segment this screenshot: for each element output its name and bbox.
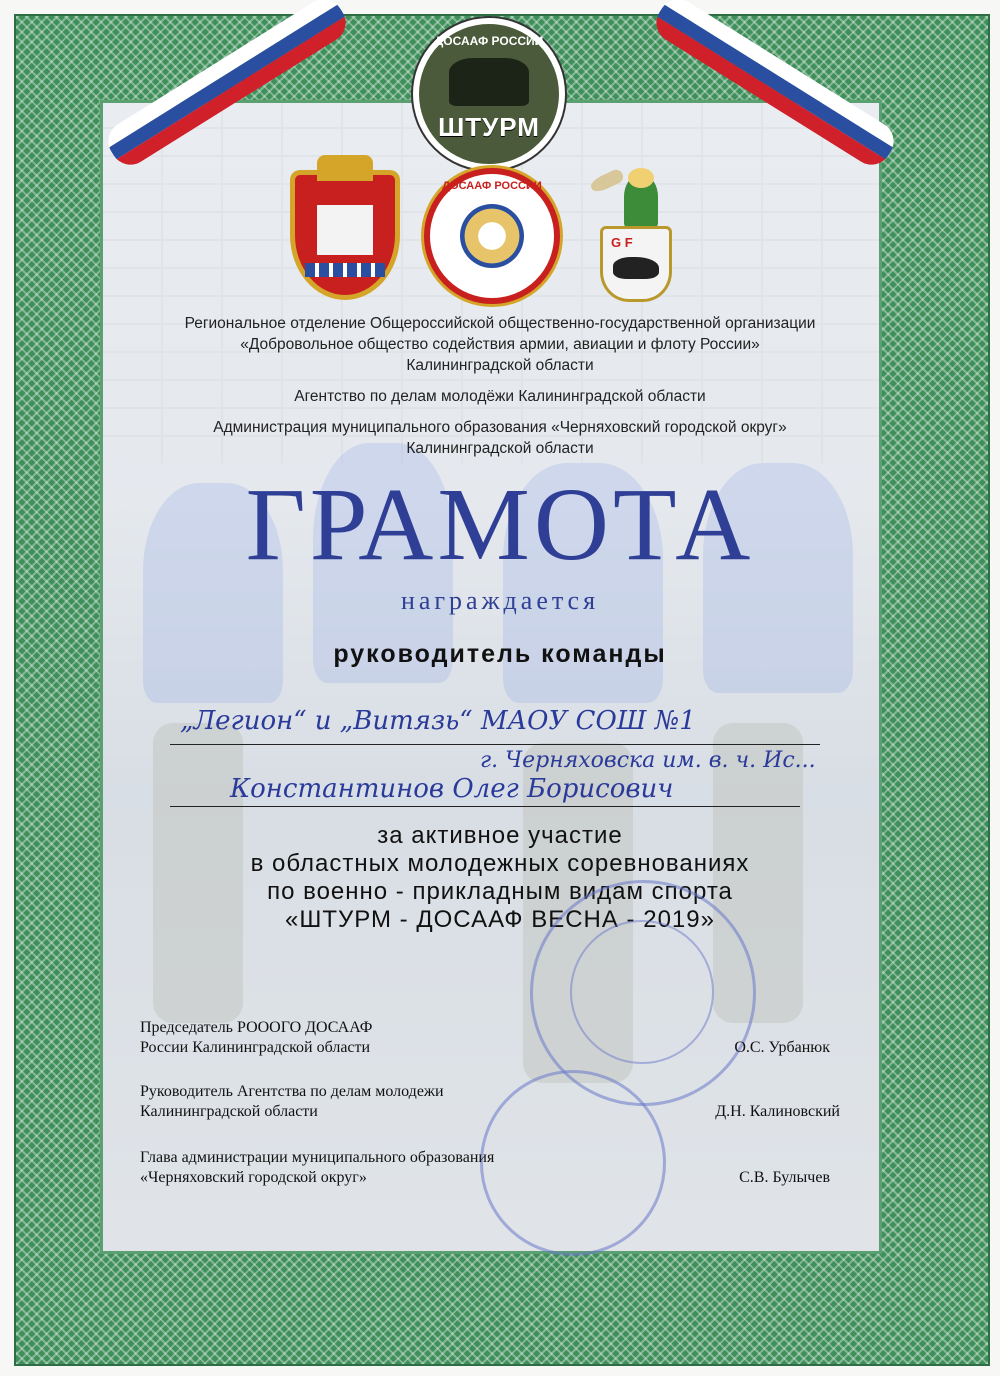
signer-name: О.С. Урбанюк xyxy=(734,1039,830,1056)
org-line: Администрация муниципального образования «Черняховский городской округ» xyxy=(213,419,787,436)
signature-row xyxy=(140,1148,840,1188)
castle-tower-icon xyxy=(317,205,373,255)
hunter-with-horn-icon xyxy=(590,168,670,228)
award-reason xyxy=(100,822,900,934)
crown-icon xyxy=(317,155,373,181)
handwritten-name: Константинов Олег Борисович xyxy=(230,774,674,804)
emblem-word: ШТУРМ xyxy=(438,112,540,142)
handwritten-team: „Легион“ и „Витязь“ МАОУ СОШ №1 xyxy=(180,706,696,736)
organizations-block xyxy=(100,313,900,469)
soldiers-silhouette xyxy=(449,58,529,106)
signer-role: России Калининградской области xyxy=(140,1039,371,1056)
anchor-wings-icon xyxy=(460,204,524,268)
waves-icon xyxy=(305,263,385,277)
emblem-ring-text: ДОСААФ РОССИИ xyxy=(434,34,544,48)
signature-row xyxy=(140,1018,840,1058)
signer-role: Калининградской области xyxy=(140,1103,318,1120)
signer-role: Председатель РОООГО ДОСААФ xyxy=(140,1019,373,1036)
kaliningrad-coat-of-arms xyxy=(290,170,400,300)
awarded-label: награждается xyxy=(400,586,600,615)
horn-icon xyxy=(589,167,626,194)
org-line: «Добровольное общество содействия армии, авиации и флоту России» xyxy=(240,336,760,353)
org-line: Агентство по делам молодёжи Калининградской области xyxy=(294,388,706,405)
signer-name: Д.Н. Калиновский xyxy=(715,1103,840,1120)
signer-role: Руководитель Агентства по делам молодежи xyxy=(140,1083,444,1100)
recipient-role: руководитель команды xyxy=(333,640,667,668)
reason-line: за активное участие xyxy=(377,822,623,849)
org-line: Калининградской области xyxy=(406,357,594,374)
fill-line xyxy=(170,744,820,745)
bear-icon xyxy=(613,257,659,279)
coat-letters: G F xyxy=(611,235,633,250)
reason-line: по военно - прикладным видам спорта xyxy=(267,878,733,905)
hunter-face xyxy=(628,168,654,188)
org-line: Калининградской области xyxy=(406,440,594,457)
dosaaf-badge-text: ДОСААФ РОССИИ xyxy=(442,180,542,192)
org-line: Региональное отделение Общероссийской общественно-государственной организации xyxy=(184,315,816,332)
fill-line xyxy=(170,806,800,807)
signer-role: «Черняховский городской округ» xyxy=(140,1169,367,1186)
certificate-title: ГРАМОТА xyxy=(245,467,755,582)
handwritten-school: г. Черняховска им. в. ч. Ис... xyxy=(480,748,816,773)
reason-line: «ШТУРМ - ДОСААФ ВЕСНА - 2019» xyxy=(285,906,715,933)
signer-role: Глава администрации муниципального образования xyxy=(140,1149,495,1166)
dosaaf-badge xyxy=(424,168,560,304)
shturm-emblem xyxy=(413,18,565,170)
chernyakhovsk-coat-of-arms xyxy=(600,226,672,302)
reason-line: в областных молодежных соревнованиях xyxy=(250,850,750,877)
signer-name: С.В. Булычев xyxy=(739,1169,830,1186)
signature-row xyxy=(140,1082,840,1122)
